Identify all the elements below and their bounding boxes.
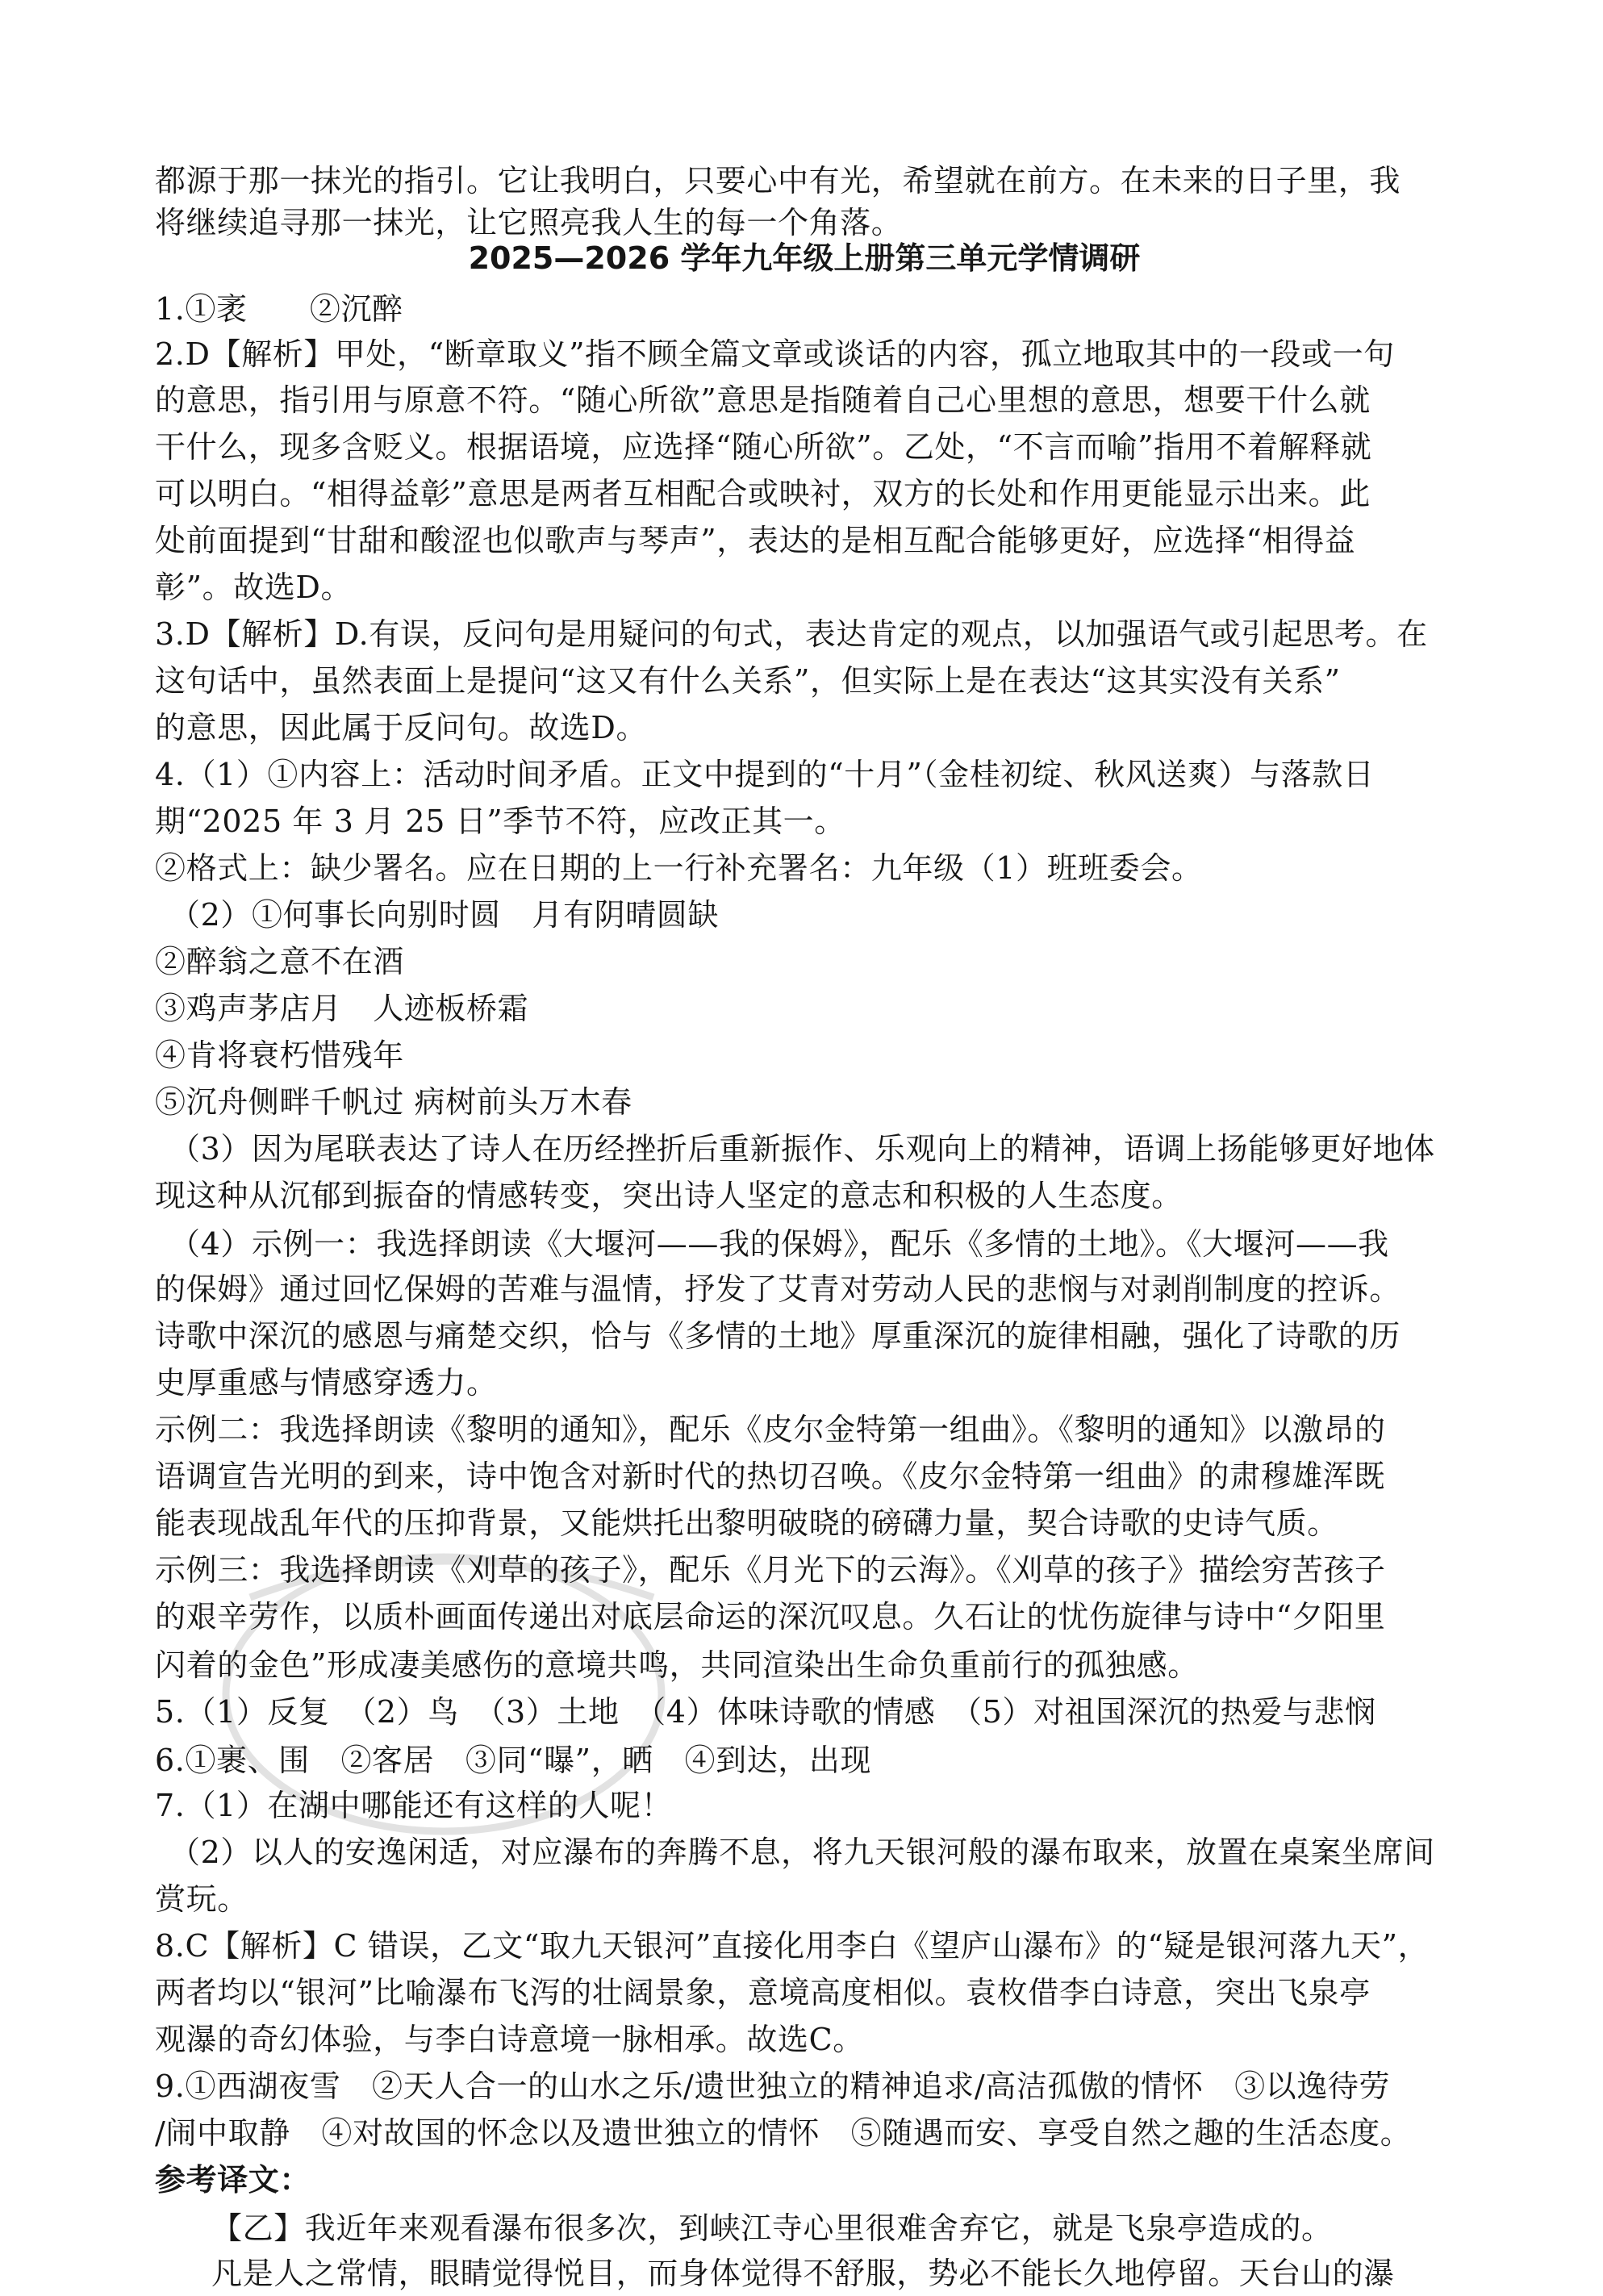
answer-line: 3.D【解析】D.有误，反问句是用疑问的句式，表达肯定的观点，以加强语气或引起思考。在 <box>155 616 1428 652</box>
answer-line: 的保姆》通过回忆保姆的苦难与温情，抒发了艾青对劳动人民的悲悯与对剥削制度的控诉。 <box>155 1271 1401 1307</box>
answer-line: ②醉翁之意不在酒 <box>155 944 404 979</box>
answer-line: 1.①袤 ②沉醉 <box>155 291 403 327</box>
answer-line: 能表现战乱年代的压抑背景，又能烘托出黎明破晓的磅礴力量，契合诗歌的史诗气质。 <box>155 1505 1338 1541</box>
answer-line: 凡是人之常情，眼睛觉得悦目，而身体觉得不舒服，势必不能长久地停留。天台山的瀑 <box>211 2256 1395 2291</box>
answer-line: 的意思，因此属于反问句。故选D。 <box>155 710 648 745</box>
answer-line: 彰”。故选D。 <box>155 570 353 605</box>
answer-line: 处前面提到“甘甜和酸涩也似歌声与琴声”，表达的是相互配合能够更好，应选择“相得益 <box>155 523 1356 558</box>
answer-line: 【乙】我近年来观看瀑布很多次，到峡江寺心里很难舍弃它，就是飞泉亭造成的。 <box>211 2210 1333 2246</box>
answer-line: 的意思，指引用与原意不符。“随心所欲”意思是指随着自己心里想的意思，想要干什么就 <box>155 382 1371 418</box>
answer-line: ④肯将衰朽惜残年 <box>155 1037 404 1073</box>
answer-line: 现这种从沉郁到振奋的情感转变，突出诗人坚定的意志和积极的人生态度。 <box>155 1178 1183 1213</box>
answer-line: 9.①西湖夜雪 ②天人合一的山水之乐/遗世独立的精神追求/高洁孤傲的情怀 ③以逸待劳 <box>155 2068 1391 2104</box>
answer-line: 8.C【解析】C 错误，乙文“取九天银河”直接化用李白《望庐山瀑布》的“疑是银河落九天”， <box>155 1928 1430 1964</box>
answer-line: 期“2025 年 3 月 25 日”季节不符，应改正其一。 <box>155 804 845 839</box>
answer-line: 可以明白。“相得益彰”意思是两者互相配合或映衬，双方的长处和作用更能显示出来。此 <box>155 476 1371 511</box>
answer-line: 7.（1）在湖中哪能还有这样的人呢！ <box>155 1788 673 1823</box>
answer-line: ③鸡声茅店月 人迹板桥霜 <box>155 991 529 1026</box>
answer-line: 诗歌中深沉的感恩与痛楚交织，恰与《多情的土地》厚重深沉的旋律相融，强化了诗歌的历 <box>155 1318 1401 1354</box>
answer-line: 干什么，现多含贬义。根据语境，应选择“随心所欲”。乙处，“不言而喻”指用不着解释就 <box>155 429 1372 465</box>
answer-line: （4）示例一：我选择朗读《大堰河——我的保姆》，配乐《多情的土地》。《大堰河——我 <box>169 1226 1389 1262</box>
answer-line: 的艰辛劳作，以质朴画面传递出对底层命运的深沉叹息。久石让的忧伤旋律与诗中“夕阳里 <box>155 1599 1386 1634</box>
answer-line: ②格式上：缺少署名。应在日期的上一行补充署名：九年级（1）班班委会。 <box>155 850 1203 886</box>
answer-line: 4.（1）①内容上：活动时间矛盾。正文中提到的“十月”（金桂初绽、秋风送爽）与落款日 <box>155 757 1375 792</box>
answer-line: （2）①何事长向别时圆 月有阴晴圆缺 <box>169 897 719 933</box>
answer-line: 两者均以“银河”比喻瀑布飞泻的壮阔景象，意境高度相似。袁枚借李白诗意，突出飞泉亭 <box>155 1975 1371 2010</box>
answer-line: 5.（1）反复 （2）鸟 （3）土地 （4）体味诗歌的情感 （5）对祖国深沉的热爱与悲悯 <box>155 1694 1376 1730</box>
carryover-line: 将继续追寻那一抹光，让它照亮我人生的每一个角落。 <box>155 205 903 240</box>
answer-line: 示例三：我选择朗读《刈草的孩子》，配乐《月光下的云海》。《刈草的孩子》描绘穷苦孩子 <box>155 1552 1386 1588</box>
answer-line: 史厚重感与情感穿透力。 <box>155 1365 498 1401</box>
answer-line: 2.D【解析】甲处，“断章取义”指不顾全篇文章或谈话的内容，孤立地取其中的一段或一句 <box>155 336 1395 372</box>
answer-line: 赏玩。 <box>155 1881 248 1917</box>
answer-line: 语调宣告光明的到来，诗中饱含对新时代的热切召唤。《皮尔金特第一组曲》的肃穆雄浑既 <box>155 1459 1386 1494</box>
answer-line: （3）因为尾联表达了诗人在历经挫折后重新振作、乐观向上的精神，语调上扬能够更好地体 <box>169 1131 1435 1167</box>
translation-heading: 参考译文： <box>155 2162 311 2198</box>
answer-line: 这句话中，虽然表面上是提问“这又有什么关系”，但实际上是在表达“这其实没有关系” <box>155 663 1341 699</box>
answer-line: （2）以人的安逸闲适，对应瀑布的奔腾不息，将九天银河般的瀑布取来，放置在桌案坐席间 <box>169 1835 1435 1870</box>
answer-line: 闪着的金色”形成凄美感伤的意境共鸣，共同渲染出生命负重前行的孤独感。 <box>155 1647 1199 1683</box>
answer-line: ⑤沉舟侧畔千帆过 病树前头万木春 <box>155 1084 632 1120</box>
answer-line: 示例二：我选择朗读《黎明的通知》，配乐《皮尔金特第一组曲》。《黎明的通知》以激昂的 <box>155 1412 1386 1447</box>
answer-line: /闹中取静 ④对故国的怀念以及遗世独立的情怀 ⑤随遇而安、享受自然之趣的生活态度。 <box>155 2115 1412 2151</box>
answer-line: 观瀑的奇幻体验，与李白诗意境一脉相承。故选C。 <box>155 2022 864 2057</box>
section-title: 2025—2026 学年九年级上册第三单元学情调研 <box>468 240 1141 276</box>
answer-line: 6.①裹、围 ②客居 ③同“曝”，晒 ④到达，出现 <box>155 1743 872 1778</box>
carryover-line: 都源于那一抹光的指引。它让我明白，只要心中有光，希望就在前方。在未来的日子里，我 <box>155 163 1401 198</box>
